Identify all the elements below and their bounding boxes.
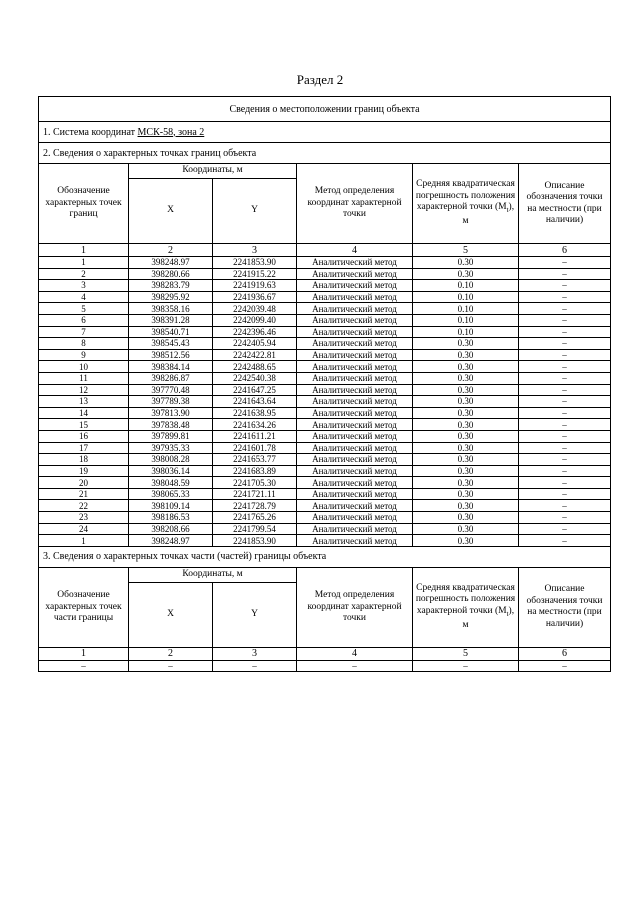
error-cell: 0.10 [413, 314, 519, 326]
column-number: 1 [39, 647, 129, 660]
table-row [39, 477, 611, 489]
y-coordinate-cell: 2241643.64 [213, 396, 297, 408]
column-number: 2 [129, 244, 213, 257]
point-number-cell: 5 [39, 303, 129, 315]
error-cell: 0.30 [413, 465, 519, 477]
point-number-cell: 12 [39, 384, 129, 396]
method-cell: Аналитический метод [297, 326, 413, 338]
x-coordinate-cell: 397813.90 [129, 407, 213, 419]
description-cell: – [519, 465, 611, 477]
table-row [39, 361, 611, 373]
table-row [39, 535, 611, 547]
boundary-table [38, 96, 611, 672]
error-cell: 0.10 [413, 326, 519, 338]
header-description: Описание обозначения точки на местности (при наличии) [519, 164, 611, 244]
description-cell: – [519, 257, 611, 269]
point-number-cell: 16 [39, 430, 129, 442]
table-body [39, 97, 611, 672]
header-x: X [129, 179, 213, 244]
description-cell: – [519, 477, 611, 489]
method-cell: Аналитический метод [297, 442, 413, 454]
error-cell: 0.30 [413, 442, 519, 454]
x-coordinate-cell: 398295.92 [129, 291, 213, 303]
method-cell: Аналитический метод [297, 465, 413, 477]
description-cell: – [519, 535, 611, 547]
x-coordinate-cell: 397935.33 [129, 442, 213, 454]
table-row [39, 372, 611, 384]
error-cell: 0.30 [413, 430, 519, 442]
error-cell: 0.10 [413, 280, 519, 292]
method-cell: Аналитический метод [297, 338, 413, 350]
x-coordinate-cell: 398186.53 [129, 512, 213, 524]
method-cell: Аналитический метод [297, 430, 413, 442]
x-coordinate-cell: 398512.56 [129, 349, 213, 361]
y-coordinate-cell: 2241853.90 [213, 535, 297, 547]
error-cell: 0.30 [413, 488, 519, 500]
points-section-title: 2. Сведения о характерных точках границ объекта [39, 143, 611, 164]
y-coordinate-cell: 2241653.77 [213, 454, 297, 466]
x-coordinate-cell: 398036.14 [129, 465, 213, 477]
column-number: 6 [519, 647, 611, 660]
y-coordinate-cell: – [213, 660, 297, 672]
method-cell: Аналитический метод [297, 314, 413, 326]
method-cell: Аналитический метод [297, 349, 413, 361]
point-number-cell: 1 [39, 257, 129, 269]
y-coordinate-cell: 2241638.95 [213, 407, 297, 419]
column-number: 4 [297, 244, 413, 257]
point-number-cell: 11 [39, 372, 129, 384]
coord-system-line [39, 122, 611, 143]
method-cell: Аналитический метод [297, 477, 413, 489]
x-coordinate-cell: 397770.48 [129, 384, 213, 396]
method-cell: Аналитический метод [297, 303, 413, 315]
x-coordinate-cell: 398540.71 [129, 326, 213, 338]
x-coordinate-cell: 397789.38 [129, 396, 213, 408]
y-coordinate-cell: 2241853.90 [213, 257, 297, 269]
parts-header-method: Метод определения координат характерной точки [297, 567, 413, 647]
point-number-cell: 23 [39, 512, 129, 524]
point-number-cell: 14 [39, 407, 129, 419]
error-cell: 0.30 [413, 407, 519, 419]
table-row [39, 338, 611, 350]
y-coordinate-cell: 2242396.46 [213, 326, 297, 338]
description-cell: – [519, 430, 611, 442]
point-number-cell: 13 [39, 396, 129, 408]
table-row [39, 280, 611, 292]
y-coordinate-cell: 2241915.22 [213, 268, 297, 280]
point-number-cell: 2 [39, 268, 129, 280]
point-number-cell: 9 [39, 349, 129, 361]
y-coordinate-cell: 2241601.78 [213, 442, 297, 454]
description-cell: – [519, 314, 611, 326]
column-number: 3 [213, 244, 297, 257]
column-number: 4 [297, 647, 413, 660]
y-coordinate-cell: 2242099.40 [213, 314, 297, 326]
point-number-cell: 1 [39, 535, 129, 547]
table-row [39, 407, 611, 419]
error-cell: 0.30 [413, 361, 519, 373]
point-number-cell: 21 [39, 488, 129, 500]
point-number-cell: 4 [39, 291, 129, 303]
table-row [39, 268, 611, 280]
table-row [39, 660, 611, 672]
y-coordinate-cell: 2241765.26 [213, 512, 297, 524]
point-number-cell: 22 [39, 500, 129, 512]
description-cell: – [519, 303, 611, 315]
y-coordinate-cell: 2241611.21 [213, 430, 297, 442]
point-number-cell: 7 [39, 326, 129, 338]
point-number-cell: 8 [39, 338, 129, 350]
coord-system-label: 1. Система координат [43, 126, 136, 138]
description-cell: – [519, 442, 611, 454]
y-coordinate-cell: 2242540.38 [213, 372, 297, 384]
y-coordinate-cell: 2241799.54 [213, 523, 297, 535]
table-title: Сведения о местоположении границ объекта [39, 97, 611, 122]
y-coordinate-cell: 2241634.26 [213, 419, 297, 431]
boundary-document-table [38, 96, 610, 672]
method-cell: Аналитический метод [297, 384, 413, 396]
table-row [39, 512, 611, 524]
point-number-cell: 20 [39, 477, 129, 489]
description-cell: – [519, 454, 611, 466]
table-row [39, 291, 611, 303]
error-cell: 0.30 [413, 454, 519, 466]
parts-header-error: Средняя квадратическая погрешность положения характерной точки $(M_t)$, м [413, 567, 519, 647]
x-coordinate-cell: 398008.28 [129, 454, 213, 466]
y-coordinate-cell: 2242039.48 [213, 303, 297, 315]
point-number-cell: 3 [39, 280, 129, 292]
table-row [39, 430, 611, 442]
method-cell: Аналитический метод [297, 291, 413, 303]
error-cell: – [413, 660, 519, 672]
description-cell: – [519, 660, 611, 672]
x-coordinate-cell: 398065.33 [129, 488, 213, 500]
description-cell: – [519, 500, 611, 512]
point-number-cell: 6 [39, 314, 129, 326]
description-cell: – [519, 372, 611, 384]
method-cell: Аналитический метод [297, 257, 413, 269]
x-coordinate-cell: 398248.97 [129, 535, 213, 547]
table-row [39, 500, 611, 512]
description-cell: – [519, 407, 611, 419]
table-row [39, 523, 611, 535]
point-number-cell: 18 [39, 454, 129, 466]
parts-column-numbers-row [39, 647, 611, 660]
method-cell: Аналитический метод [297, 523, 413, 535]
method-cell: Аналитический метод [297, 500, 413, 512]
y-coordinate-cell: 2241647.25 [213, 384, 297, 396]
x-coordinate-cell: 398358.16 [129, 303, 213, 315]
description-cell: – [519, 338, 611, 350]
description-cell: – [519, 291, 611, 303]
error-cell: 0.30 [413, 512, 519, 524]
method-cell: Аналитический метод [297, 268, 413, 280]
method-cell: Аналитический метод [297, 454, 413, 466]
parts-header-y: Y [213, 582, 297, 647]
header-error: Средняя квадратическая погрешность положения характерной точки $(M_t)$, м [413, 164, 519, 244]
y-coordinate-cell: 2241683.89 [213, 465, 297, 477]
table-row [39, 442, 611, 454]
method-cell: Аналитический метод [297, 396, 413, 408]
method-cell: Аналитический метод [297, 419, 413, 431]
error-cell: 0.30 [413, 523, 519, 535]
header-designation: Обозначение характерных точек границ [39, 164, 129, 244]
y-coordinate-cell: 2241721.11 [213, 488, 297, 500]
point-number-cell: – [39, 660, 129, 672]
description-cell: – [519, 396, 611, 408]
x-coordinate-cell: 398283.79 [129, 280, 213, 292]
column-number: 3 [213, 647, 297, 660]
table-row [39, 384, 611, 396]
y-coordinate-cell: 2242422.81 [213, 349, 297, 361]
error-cell: 0.30 [413, 257, 519, 269]
error-cell: 0.30 [413, 477, 519, 489]
x-coordinate-cell: 398545.43 [129, 338, 213, 350]
description-cell: – [519, 280, 611, 292]
column-number: 2 [129, 647, 213, 660]
header-method: Метод определения координат характерной точки [297, 164, 413, 244]
description-cell: – [519, 349, 611, 361]
y-coordinate-cell: 2241705.30 [213, 477, 297, 489]
y-coordinate-cell: 2241936.67 [213, 291, 297, 303]
x-coordinate-cell: 398280.66 [129, 268, 213, 280]
y-coordinate-cell: 2241728.79 [213, 500, 297, 512]
error-cell: 0.30 [413, 338, 519, 350]
method-cell: Аналитический метод [297, 512, 413, 524]
parts-header-designation: Обозначение характерных точек части границы [39, 567, 129, 647]
table-row [39, 454, 611, 466]
description-cell: – [519, 419, 611, 431]
column-number: 5 [413, 647, 519, 660]
x-coordinate-cell: 398384.14 [129, 361, 213, 373]
method-cell: Аналитический метод [297, 535, 413, 547]
column-number: 6 [519, 244, 611, 257]
method-cell: Аналитический метод [297, 280, 413, 292]
column-numbers-row [39, 244, 611, 257]
x-coordinate-cell: 398248.97 [129, 257, 213, 269]
method-cell: Аналитический метод [297, 372, 413, 384]
x-coordinate-cell: 397899.81 [129, 430, 213, 442]
error-cell: 0.30 [413, 419, 519, 431]
y-coordinate-cell: 2241919.63 [213, 280, 297, 292]
table-row [39, 465, 611, 477]
point-number-cell: 10 [39, 361, 129, 373]
table-row [39, 419, 611, 431]
section-title: Раздел 2 [296, 72, 344, 87]
column-number: 1 [39, 244, 129, 257]
table-row [39, 257, 611, 269]
error-cell: 0.30 [413, 535, 519, 547]
error-cell: 0.30 [413, 500, 519, 512]
x-coordinate-cell: 398286.87 [129, 372, 213, 384]
header-coordinates: Координаты, м [129, 164, 297, 179]
description-cell: – [519, 326, 611, 338]
error-cell: 0.30 [413, 396, 519, 408]
description-cell: – [519, 488, 611, 500]
column-number: 5 [413, 244, 519, 257]
parts-header-description: Описание обозначения точки на местности (при наличии) [519, 567, 611, 647]
error-cell: 0.10 [413, 303, 519, 315]
x-coordinate-cell: 397838.48 [129, 419, 213, 431]
method-cell: Аналитический метод [297, 407, 413, 419]
parts-section-title: 3. Сведения о характерных точках части (частей) границы объекта [39, 546, 611, 567]
method-cell: Аналитический метод [297, 488, 413, 500]
table-row [39, 326, 611, 338]
table-row [39, 488, 611, 500]
point-number-cell: 15 [39, 419, 129, 431]
table-row [39, 303, 611, 315]
description-cell: – [519, 384, 611, 396]
y-coordinate-cell: 2242405.94 [213, 338, 297, 350]
description-cell: – [519, 523, 611, 535]
error-cell: 0.10 [413, 291, 519, 303]
description-cell: – [519, 512, 611, 524]
parts-header-x: X [129, 582, 213, 647]
coord-system-value: МСК-58, зона 2 [137, 126, 205, 138]
description-cell: – [519, 361, 611, 373]
x-coordinate-cell: 398048.59 [129, 477, 213, 489]
error-cell: 0.30 [413, 268, 519, 280]
error-cell: 0.30 [413, 384, 519, 396]
x-coordinate-cell: 398391.28 [129, 314, 213, 326]
x-coordinate-cell: – [129, 660, 213, 672]
point-number-cell: 17 [39, 442, 129, 454]
header-y: Y [213, 179, 297, 244]
y-coordinate-cell: 2242488.65 [213, 361, 297, 373]
x-coordinate-cell: 398109.14 [129, 500, 213, 512]
table-row [39, 349, 611, 361]
point-number-cell: 19 [39, 465, 129, 477]
description-cell: – [519, 268, 611, 280]
table-row [39, 396, 611, 408]
method-cell: – [297, 660, 413, 672]
x-coordinate-cell: 398208.66 [129, 523, 213, 535]
error-cell: 0.30 [413, 372, 519, 384]
parts-header-coordinates: Координаты, м [129, 567, 297, 582]
method-cell: Аналитический метод [297, 361, 413, 373]
error-cell: 0.30 [413, 349, 519, 361]
table-row [39, 314, 611, 326]
point-number-cell: 24 [39, 523, 129, 535]
